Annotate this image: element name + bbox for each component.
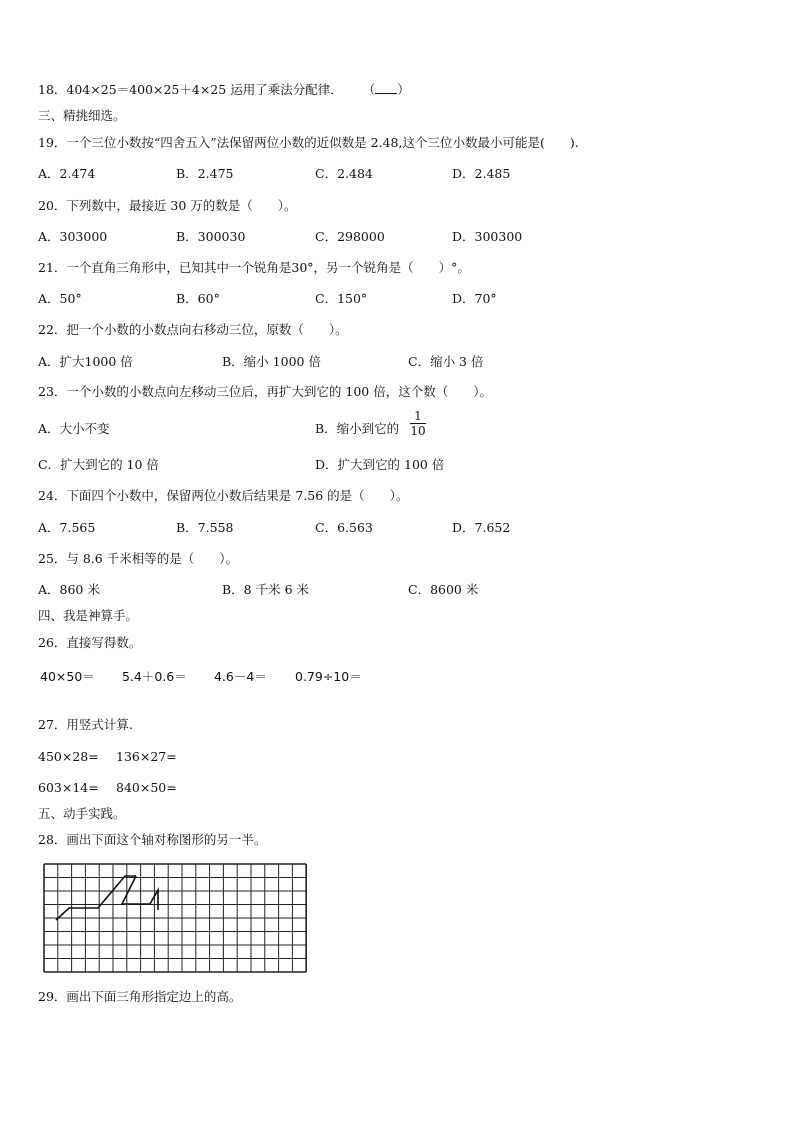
question-23-stem: 23．一个小数的小数点向左移动三位后，再扩大到它的 100 倍，这个数（ ）。: [38, 384, 492, 399]
q20-option-a[interactable]: A．303000: [38, 229, 108, 244]
q26-item-4: 0.79÷10＝: [295, 669, 362, 684]
q21-option-d[interactable]: D．70°: [452, 291, 497, 306]
question-22-stem: 22．把一个小数的小数点向右移动三位，原数（ ）。: [38, 322, 348, 337]
q19-option-d[interactable]: D．2.485: [452, 166, 511, 181]
q22-option-a[interactable]: A．扩大1000 倍: [38, 354, 133, 369]
question-21-stem: 21．一个直角三角形中，已知其中一个锐角是30°，另一个锐角是（ ）°。: [38, 260, 470, 275]
q20-option-d[interactable]: D．300300: [452, 229, 523, 244]
q25-option-c[interactable]: C．8600 米: [408, 582, 479, 597]
q19-option-b[interactable]: B．2.475: [176, 166, 234, 181]
q21-option-c[interactable]: C．150°: [315, 291, 368, 306]
question-19-stem: 19．一个三位小数按“四舍五入”法保留两位小数的近似数是 2.48,这个三位小数最小可能是( ).: [38, 135, 579, 150]
q27-item-2: 136×27=: [116, 749, 177, 764]
question-24-stem: 24．下面四个小数中，保留两位小数后结果是 7.56 的是（ ）。: [38, 488, 409, 503]
question-20-stem: 20．下列数中，最接近 30 万的数是（ ）。: [38, 198, 297, 213]
fraction-denominator: 10: [410, 424, 426, 438]
q23-option-d[interactable]: D．扩大到它的 100 倍: [315, 457, 445, 472]
q26-item-1: 40×50＝: [40, 669, 95, 684]
q19-option-a[interactable]: A．2.474: [38, 166, 96, 181]
q22-option-c[interactable]: C．缩小 3 倍: [408, 354, 484, 369]
q21-option-b[interactable]: B．60°: [176, 291, 220, 306]
q21-option-a[interactable]: A．50°: [38, 291, 82, 306]
question-29-stem: 29．画出下面三角形指定边上的高。: [38, 989, 242, 1004]
q19-option-c[interactable]: C．2.484: [315, 166, 373, 181]
fraction-one-tenth: [410, 409, 426, 438]
section-3-heading: 三、精挑细选。: [38, 108, 126, 123]
q27-item-4: 840×50=: [116, 780, 177, 795]
q24-option-b[interactable]: B．7.558: [176, 520, 234, 535]
q27-item-1: 450×28=: [38, 749, 99, 764]
q23-option-b-text: B．缩小到它的: [315, 421, 400, 436]
q25-option-b[interactable]: B．8 千米 6 米: [222, 582, 310, 597]
question-27-stem: 27．用竖式计算.: [38, 717, 133, 732]
answer-paren-close: ）: [397, 82, 410, 97]
q25-option-a[interactable]: A．860 米: [38, 582, 100, 597]
fraction-numerator: 1: [410, 409, 426, 424]
q26-item-2: 5.4＋0.6＝: [122, 669, 187, 684]
question-26-stem: 26．直接写得数。: [38, 635, 142, 650]
question-18-text: 18．404×25＝400×25＋4×25 运用了乘法分配律．: [38, 82, 343, 97]
q27-item-3: 603×14=: [38, 780, 99, 795]
q23-option-c[interactable]: C．扩大到它的 10 倍: [38, 457, 159, 472]
half-figure: [56, 876, 136, 920]
section-5-heading: 五、动手实践。: [38, 806, 126, 821]
question-28-stem: 28．画出下面这个轴对称图形的另一半。: [38, 832, 267, 847]
q20-option-c[interactable]: C．298000: [315, 229, 385, 244]
answer-blank[interactable]: [375, 83, 397, 94]
symmetry-grid: [42, 862, 308, 974]
q24-option-d[interactable]: D．7.652: [452, 520, 511, 535]
section-4-heading: 四、我是神算手。: [38, 608, 139, 623]
q23-option-a[interactable]: A．大小不变: [38, 421, 110, 436]
question-25-stem: 25．与 8.6 千米相等的是（ ）。: [38, 551, 238, 566]
q23-option-b[interactable]: [315, 421, 399, 437]
q20-option-b[interactable]: B．300030: [176, 229, 246, 244]
question-18: [38, 82, 410, 98]
q24-option-c[interactable]: C．6.563: [315, 520, 373, 535]
q24-option-a[interactable]: A．7.565: [38, 520, 96, 535]
q26-item-3: 4.6－4＝: [214, 669, 267, 684]
answer-paren-open: （: [362, 82, 376, 97]
q22-option-b[interactable]: B．缩小 1000 倍: [222, 354, 321, 369]
